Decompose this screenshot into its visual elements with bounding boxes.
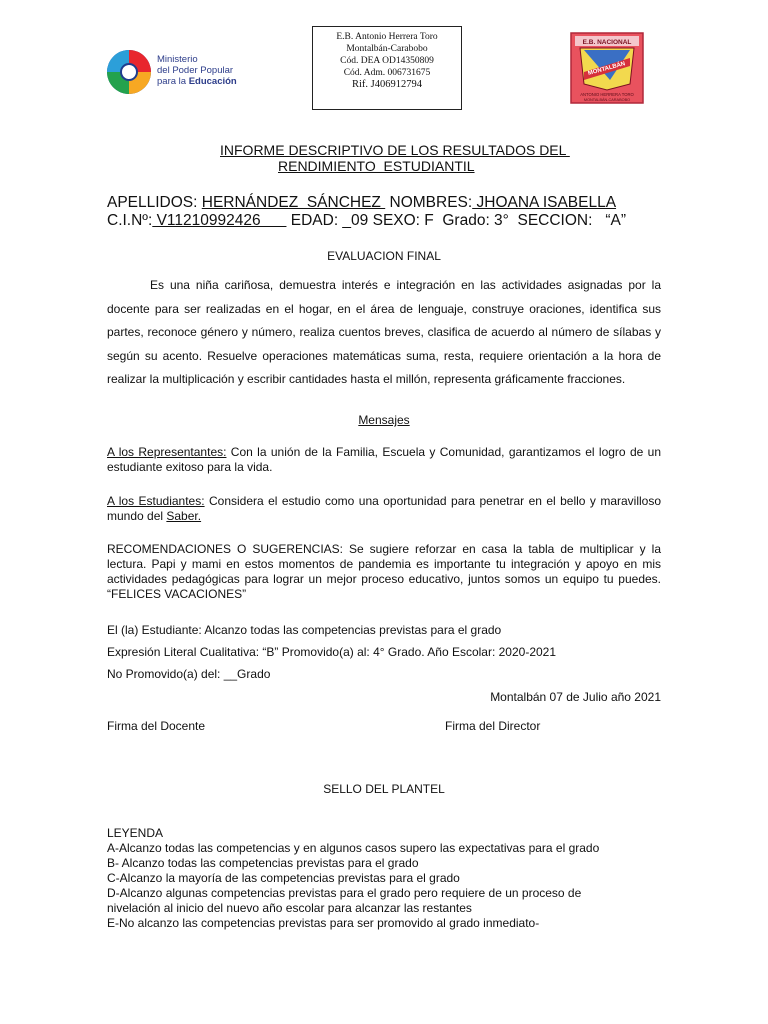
logo-line-3-pre: para la — [157, 76, 189, 87]
nombres-value: JHOANA ISABELLA — [472, 194, 617, 211]
apellidos-label: APELLIDOS: — [107, 194, 202, 211]
evaluacion-text: Es una niña cariñosa, demuestra interés e integración en las actividades asignadas por la docente para ser realizadas en el hogar, en el área de lenguaje, construye oraciones, identifica sus partes, reconoce género y número, realiza cuentos breves, clasifica de acuerdo al número de sílabas y según su acento. Resuelve operaciones matemáticas suma, resta, requiere orientación a la hora de realizar la multiplicación y escribir cantidades hasta el millón, representa gráficamente fracciones. — [107, 278, 661, 386]
mensajes-title: Mensajes — [358, 413, 410, 427]
seal-bottom-text: ANTONIO HERRERA TORO — [580, 92, 634, 97]
leyenda-item-d: D-Alcanzo algunas competencias previstas para el grado pero requiere de un proceso de — [107, 886, 582, 900]
fecha: Montalbán 07 de Julio año 2021 — [490, 690, 661, 704]
msg-representantes-label: A los Representantes: — [107, 445, 227, 459]
logo-line-3-bold: Educación — [188, 76, 237, 87]
ci-label: C.I.Nº: — [107, 212, 153, 229]
logo-line-2: del Poder Popular — [157, 65, 234, 76]
msg-estudiantes-label: A los Estudiantes: — [107, 494, 205, 508]
report-title — [220, 142, 570, 174]
msg-representantes — [107, 445, 661, 475]
school-info-box — [312, 26, 462, 110]
title-line-2: RENDIMIENTO ESTUDIANTIL — [278, 158, 475, 174]
seal-bottom-text-2: MONTALBÁN-CARABOBO — [583, 98, 631, 102]
msg-estudiantes-text: Considera el estudio como una oportunidad para penetrar en el bello y maravilloso mundo del — [107, 494, 662, 523]
ministry-logo — [104, 42, 244, 102]
school-line-3: Cód. DEA OD14350809 — [340, 56, 434, 66]
leyenda-item-b: B- Alcanzo todas las competencias previstas para el grado — [107, 856, 419, 870]
leyenda-item-a: A-Alcanzo todas las competencias y en algunos casos supero las expectativas para el grado — [107, 841, 600, 855]
leyenda-item-e: E-No alcanzo las competencias previstas para ser promovido al grado inmediato- — [107, 916, 540, 930]
school-seal — [570, 32, 644, 104]
leyenda-title: LEYENDA — [107, 826, 164, 840]
seal-mid-text: MONTALBÁN — [587, 61, 626, 77]
edad-sexo-grado-seccion: EDAD: _09 SEXO: F Grado: 3° SECCION: “A” — [286, 212, 626, 229]
logo-line-1: Ministerio — [157, 54, 198, 65]
school-rif: Rif. J406912794 — [351, 79, 422, 90]
msg-estudiantes — [107, 494, 661, 524]
nombres-label: NOMBRES: — [385, 194, 473, 211]
ministry-logo-icon — [104, 42, 154, 98]
leyenda — [107, 826, 667, 931]
firma-director: Firma del Director — [445, 719, 541, 733]
ministry-logo-text — [157, 54, 237, 87]
evaluacion-text-block — [107, 274, 661, 392]
resultado-2: Expresión Literal Cualitativa: “B” Promovido(a) al: 4° Grado. Año Escolar: 2020-2021 — [107, 645, 557, 659]
seal-top-text: E.B. NACIONAL — [582, 39, 632, 46]
evaluacion-title: EVALUACION FINAL — [327, 249, 441, 263]
sello-plantel: SELLO DEL PLANTEL — [323, 782, 445, 796]
logo-line-3 — [157, 76, 237, 87]
msg-estudiantes-end: Saber. — [166, 509, 202, 523]
recomendaciones: RECOMENDACIONES O SUGERENCIAS: Se sugiere reforzar en casa la tabla de multiplicar y la lectura. Papi y mami en estos momentos de pandemia es importante tu integración y apoyo en mis actividades pedagógicas para lograr un mejor proceso educativo, juntos somos un equipo tu puedes. “FELICES VACACIONES” — [107, 542, 661, 601]
school-line-2: Montalbán-Carabobo — [346, 44, 428, 54]
student-info-line — [107, 212, 626, 230]
apellidos-value: HERNÁNDEZ SÁNCHEZ — [201, 194, 386, 211]
leyenda-item-c: C-Alcanzo la mayoría de las competencias previstas para el grado — [107, 871, 460, 885]
msg-representantes-text: Con la unión de la Familia, Escuela y Comunidad, garantizamos el logro de un estudiante exitoso para la vida. — [107, 445, 662, 474]
title-line-1: INFORME DESCRIPTIVO DE LOS RESULTADOS DEL — [220, 142, 570, 158]
ci-value: V11210992426 — [152, 212, 287, 229]
school-line-1: E.B. Antonio Herrera Toro — [336, 32, 438, 42]
resultado-3: No Promovido(a) del: __Grado — [107, 667, 271, 681]
school-seal-icon — [570, 32, 644, 104]
firma-docente: Firma del Docente — [107, 719, 206, 733]
school-line-4: Cód. Adm. 006731675 — [343, 68, 431, 78]
leyenda-item-d-cont: nivelación al inicio del nuevo año escolar para alcanzar las restantes — [107, 901, 472, 915]
resultado-1: El (la) Estudiante: Alcanzo todas las competencias previstas para el grado — [107, 623, 502, 637]
student-names-line — [107, 194, 616, 212]
